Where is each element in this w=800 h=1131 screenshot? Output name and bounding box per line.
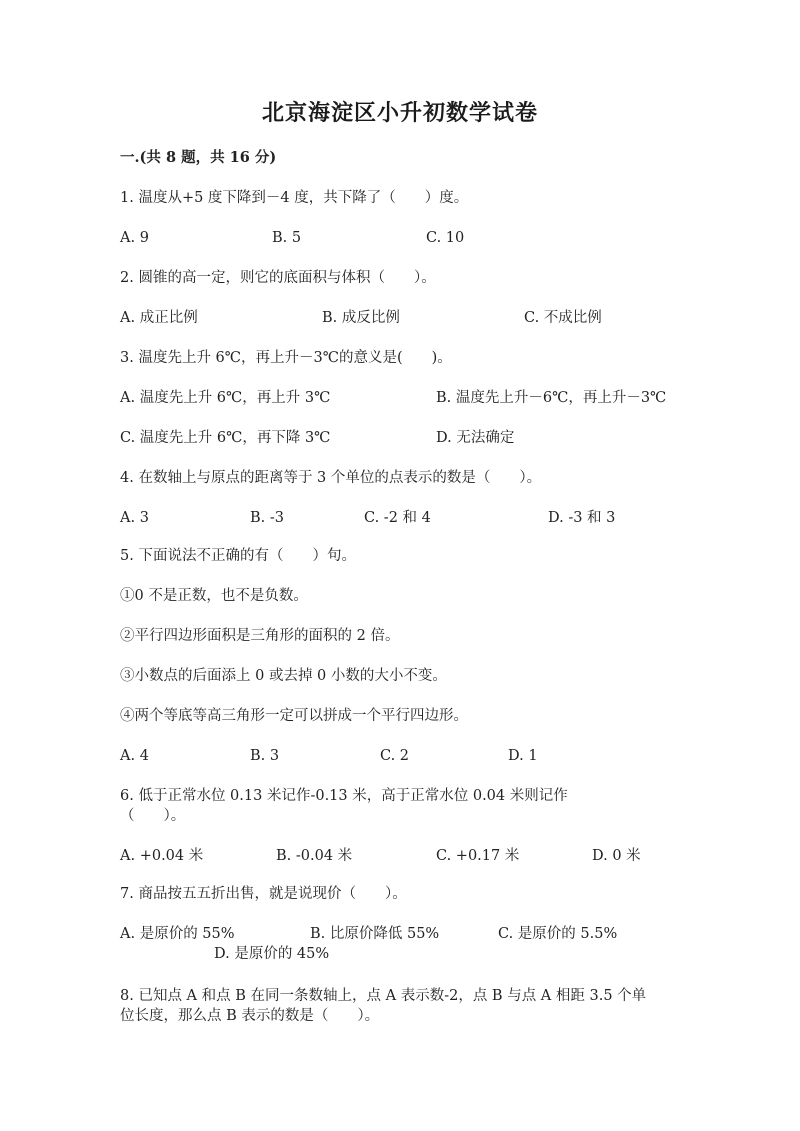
question-7-option-c: C. 是原价的 5.5% — [498, 926, 618, 942]
question-4-option-b: B. -3 — [250, 510, 284, 526]
question-2-option-b: B. 成反比例 — [322, 310, 400, 326]
question-8-stem-line-2: 位长度，那么点 B 表示的数是（ ）。 — [120, 1008, 380, 1024]
section-header: 一.(共 8 题，共 16 分) — [120, 149, 277, 166]
question-5-option-a: A. 4 — [120, 748, 149, 764]
question-4-stem: 4. 在数轴上与原点的距离等于 3 个单位的点表示的数是（ ）。 — [120, 470, 542, 486]
question-4-option-d: D. -3 和 3 — [548, 510, 616, 526]
question-3-option-c: C. 温度先上升 6℃，再下降 3℃ — [120, 430, 331, 446]
question-2-option-a: A. 成正比例 — [120, 310, 198, 326]
question-6-stem-line-2: （ ）。 — [120, 808, 186, 824]
question-3-option-b: B. 温度先上升－6℃，再上升－3℃ — [436, 390, 667, 406]
question-3-option-a: A. 温度先上升 6℃，再上升 3℃ — [120, 390, 331, 406]
question-6-option-c: C. +0.17 米 — [436, 848, 520, 864]
question-8-stem-line-1: 8. 已知点 A 和点 B 在同一条数轴上，点 A 表示数-2，点 B 与点 A 相距 3.5 个单 — [120, 988, 647, 1004]
question-5-stem: 5. 下面说法不正确的有（ ）句。 — [120, 548, 356, 564]
question-5-option-c: C. 2 — [380, 748, 410, 764]
question-2-option-c: C. 不成比例 — [524, 310, 602, 326]
question-6-option-b: B. -0.04 米 — [276, 848, 353, 864]
question-5-statement-1: ①0 不是正数，也不是负数。 — [120, 588, 308, 604]
question-5-statement-3: ③小数点的后面添上 0 或去掉 0 小数的大小不变。 — [120, 668, 447, 684]
question-2-stem: 2. 圆锥的高一定，则它的底面积与体积（ ）。 — [120, 270, 436, 286]
question-5-option-b: B. 3 — [250, 748, 280, 764]
question-1-stem: 1. 温度从+5 度下降到－4 度，共下降了（ ）度。 — [120, 190, 469, 206]
question-4-option-c: C. -2 和 4 — [364, 510, 431, 526]
question-3-option-d: D. 无法确定 — [436, 430, 515, 446]
question-6-stem-line-1: 6. 低于正常水位 0.13 米记作-0.13 米，高于正常水位 0.04 米则记作 — [120, 788, 568, 804]
question-7-option-b: B. 比原价降低 55% — [310, 926, 440, 942]
question-1-option-b: B. 5 — [272, 230, 302, 246]
question-4-option-a: A. 3 — [120, 510, 149, 526]
question-5-statement-4: ④两个等底等高三角形一定可以拼成一个平行四边形。 — [120, 708, 468, 724]
question-7-option-a: A. 是原价的 55% — [120, 926, 235, 942]
question-5-option-d: D. 1 — [508, 748, 538, 764]
question-7-option-d: D. 是原价的 45% — [214, 946, 330, 962]
question-1-option-c: C. 10 — [426, 230, 465, 246]
question-1-option-a: A. 9 — [120, 230, 149, 246]
question-6-option-a: A. +0.04 米 — [120, 848, 204, 864]
question-5-statement-2: ②平行四边形面积是三角形的面积的 2 倍。 — [120, 628, 400, 644]
question-6-option-d: D. 0 米 — [592, 848, 641, 864]
question-3-stem: 3. 温度先上升 6℃，再上升－3℃的意义是( )。 — [120, 350, 452, 366]
page-title: 北京海淀区小升初数学试卷 — [261, 100, 538, 126]
question-7-stem: 7. 商品按五五折出售，就是说现价（ ）。 — [120, 886, 407, 902]
